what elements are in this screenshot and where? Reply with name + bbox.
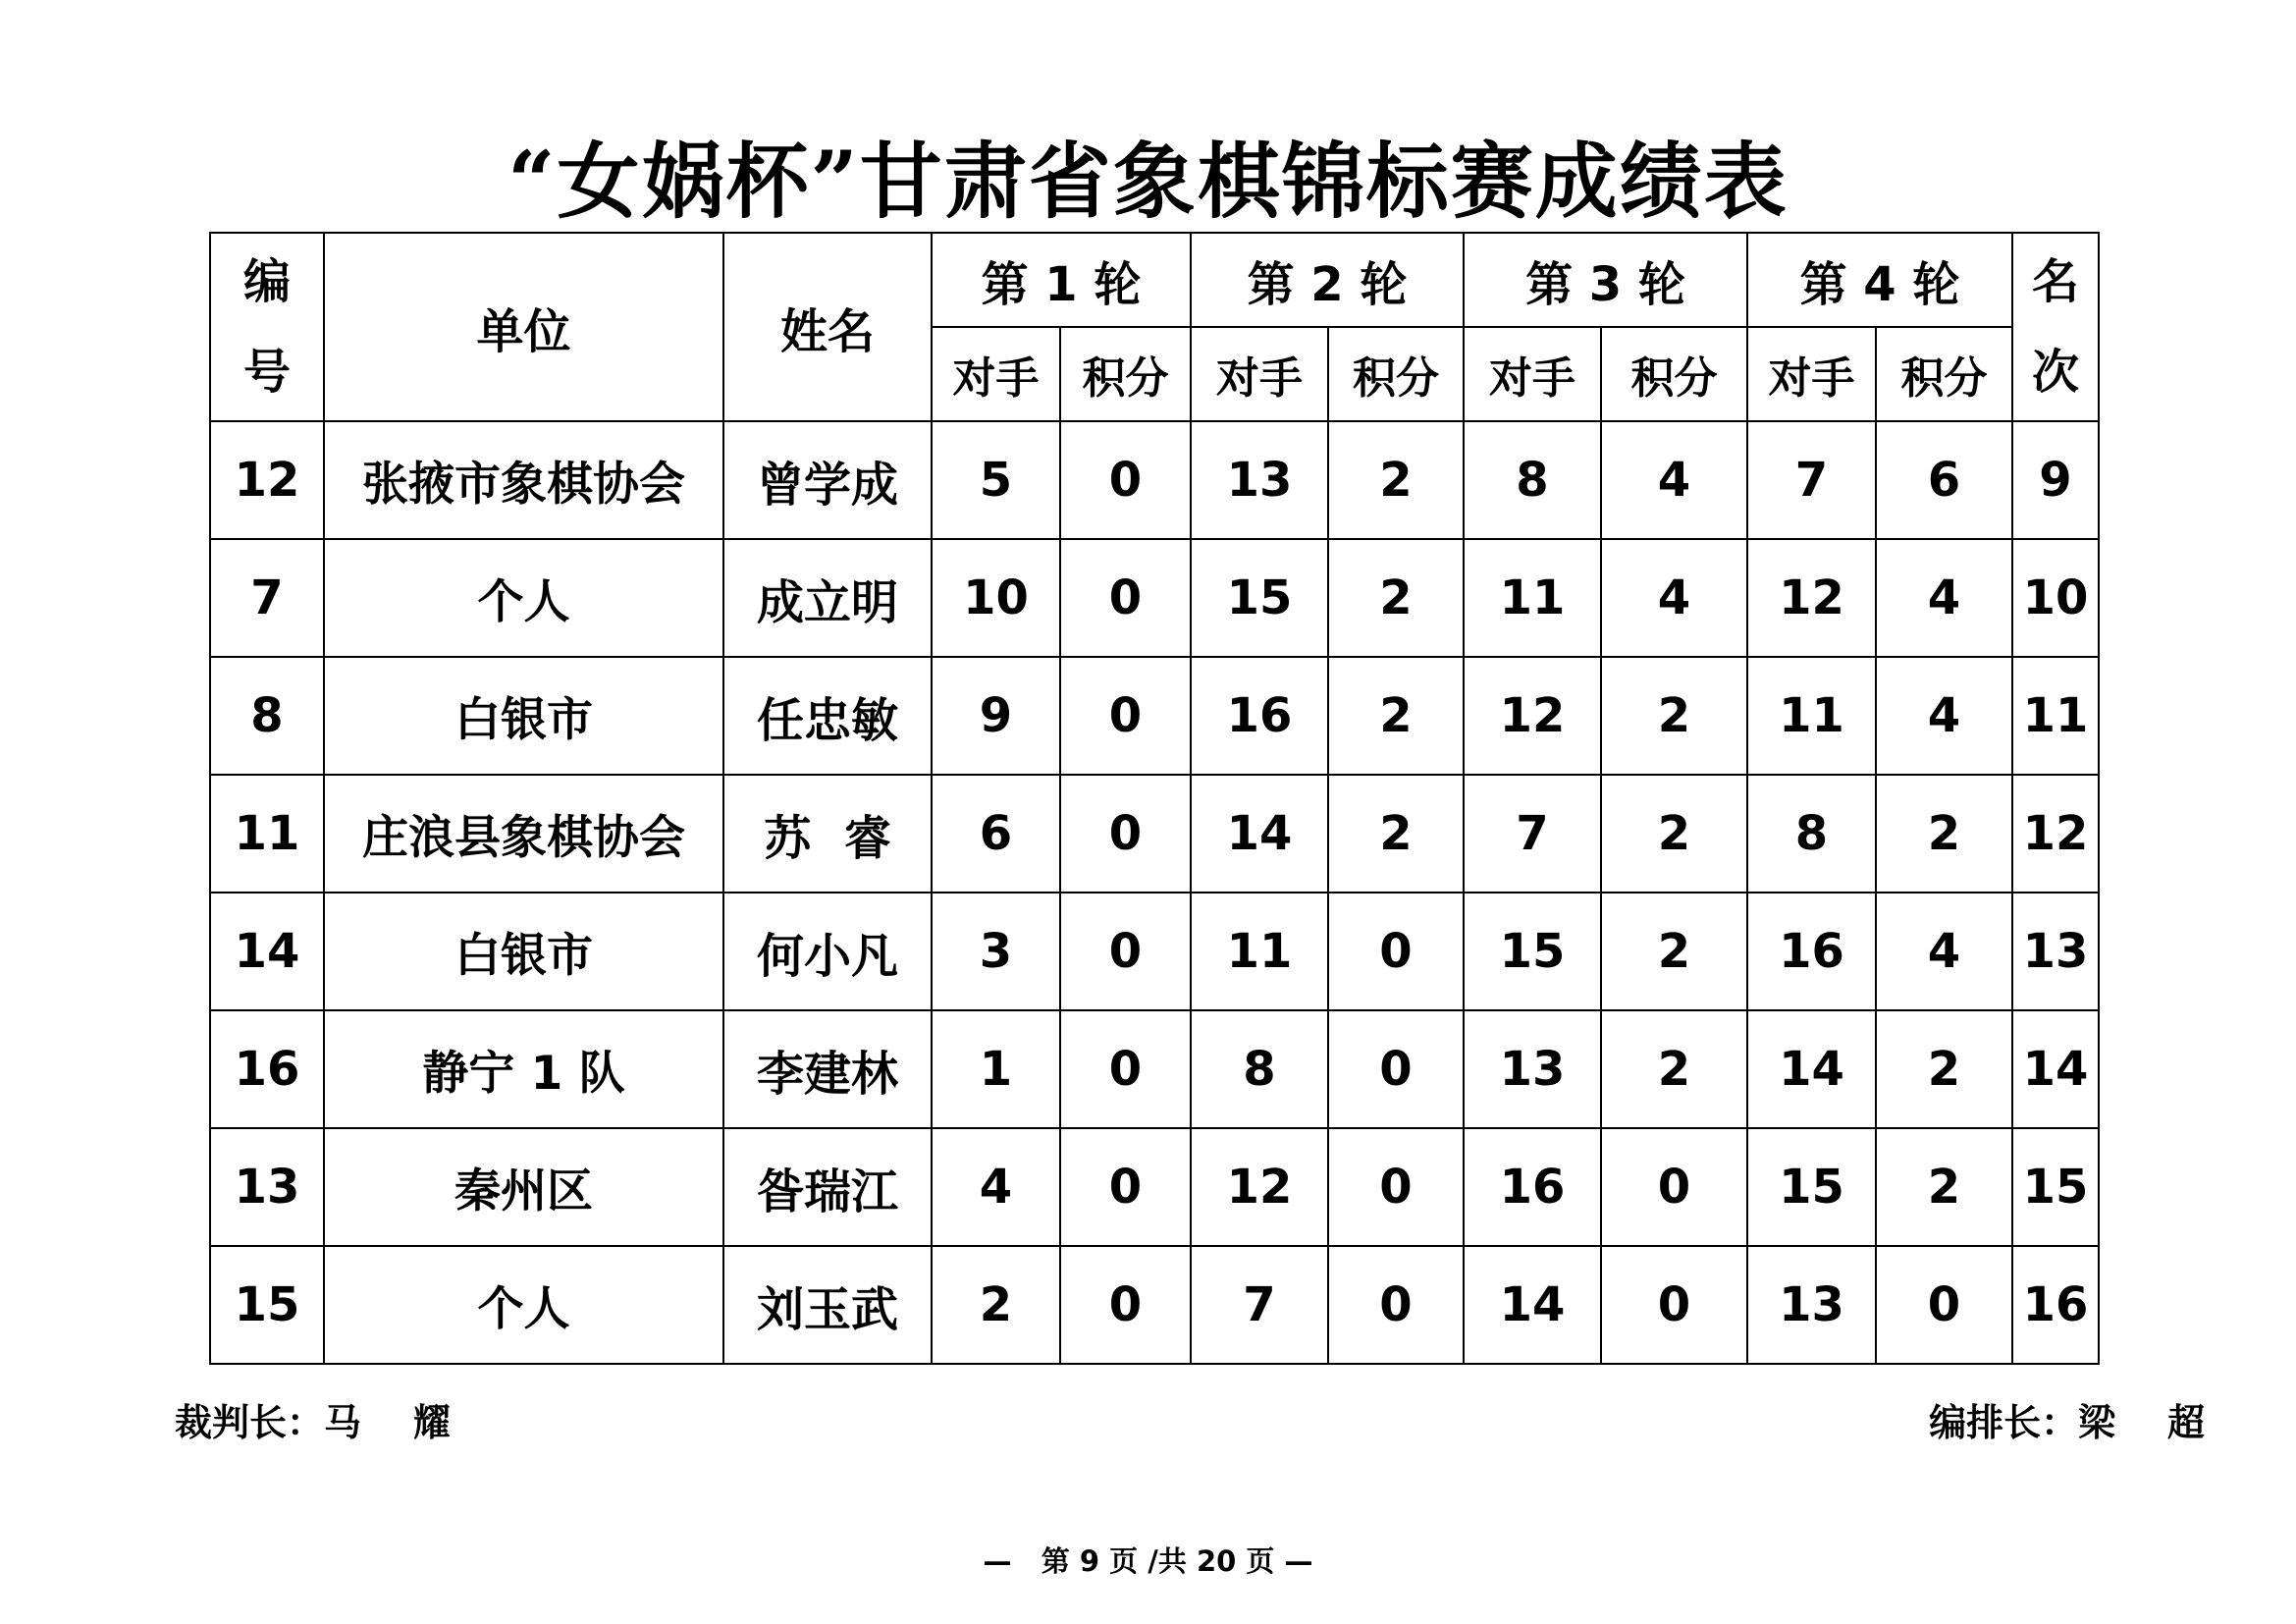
header-unit: 单位: [324, 233, 723, 421]
cell-round-4-opponent: 7: [1747, 421, 1876, 539]
cell-round-2-opponent: 15: [1191, 539, 1328, 657]
cell-round-3-opponent: 13: [1464, 1010, 1601, 1128]
cell-id: 15: [210, 1246, 324, 1364]
cell-round-4-score: 2: [1876, 775, 2012, 893]
cell-round-2-opponent: 16: [1191, 657, 1328, 775]
cell-round-2-score: 0: [1328, 1246, 1464, 1364]
header-opponent: 对手: [1191, 327, 1328, 421]
header-id: [210, 233, 324, 421]
cell-round-4-score: 4: [1876, 657, 2012, 775]
cell-round-4-opponent: 12: [1747, 539, 1876, 657]
cell-id: 8: [210, 657, 324, 775]
cell-round-3-opponent: 11: [1464, 539, 1601, 657]
page-number: — 第 9 页 /共 20 页 —: [983, 1544, 1313, 1578]
cell-round-2-opponent: 11: [1191, 893, 1328, 1010]
table-row: [210, 421, 2099, 539]
header-round-3: 第 3 轮: [1464, 233, 1747, 327]
cell-round-3-opponent: 12: [1464, 657, 1601, 775]
cell-name: 苏 睿: [723, 775, 932, 893]
cell-unit: 白银市: [324, 893, 723, 1010]
chief-referee: 裁判长：马 耀: [175, 1401, 451, 1444]
cell-name: 刘玉武: [723, 1246, 932, 1364]
cell-round-1-opponent: 9: [932, 657, 1060, 775]
header-round-2: 第 2 轮: [1191, 233, 1464, 327]
cell-round-4-score: 4: [1876, 893, 2012, 1010]
header-score: 积分: [1876, 327, 2012, 421]
results-table: [209, 232, 2100, 1365]
cell-round-2-score: 0: [1328, 1128, 1464, 1246]
cell-round-1-opponent: 1: [932, 1010, 1060, 1128]
cell-unit: 个人: [324, 539, 723, 657]
cell-round-1-score: 0: [1060, 1246, 1191, 1364]
cell-name: 昝瑞江: [723, 1128, 932, 1246]
table-row: [210, 657, 2099, 775]
cell-round-2-score: 2: [1328, 775, 1464, 893]
cell-round-2-score: 2: [1328, 657, 1464, 775]
cell-id: 16: [210, 1010, 324, 1128]
cell-round-4-opponent: 8: [1747, 775, 1876, 893]
cell-name: 何小凡: [723, 893, 932, 1010]
cell-round-1-score: 0: [1060, 893, 1191, 1010]
cell-round-2-score: 0: [1328, 893, 1464, 1010]
cell-name: 任忠敏: [723, 657, 932, 775]
cell-round-4-opponent: 14: [1747, 1010, 1876, 1128]
header-round-1: 第 1 轮: [932, 233, 1191, 327]
header-opponent: 对手: [1747, 327, 1876, 421]
header-score: 积分: [1328, 327, 1464, 421]
cell-rank: 16: [2012, 1246, 2099, 1364]
chief-arbiter: 编排长：梁 超: [1929, 1401, 2205, 1444]
cell-round-1-opponent: 3: [932, 893, 1060, 1010]
table-row: [210, 539, 2099, 657]
cell-unit: 秦州区: [324, 1128, 723, 1246]
header-name: 姓名: [723, 233, 932, 421]
cell-id: 7: [210, 539, 324, 657]
cell-round-3-score: 2: [1601, 775, 1747, 893]
cell-round-2-score: 2: [1328, 421, 1464, 539]
cell-round-4-score: 4: [1876, 539, 2012, 657]
cell-round-4-score: 0: [1876, 1246, 2012, 1364]
cell-round-3-score: 2: [1601, 1010, 1747, 1128]
cell-round-4-opponent: 13: [1747, 1246, 1876, 1364]
cell-round-1-opponent: 10: [932, 539, 1060, 657]
header-rank: [2012, 233, 2099, 421]
cell-round-2-opponent: 13: [1191, 421, 1328, 539]
cell-round-3-score: 2: [1601, 893, 1747, 1010]
cell-name: 曾学成: [723, 421, 932, 539]
cell-rank: 13: [2012, 893, 2099, 1010]
cell-round-2-score: 0: [1328, 1010, 1464, 1128]
table-row: [210, 1010, 2099, 1128]
cell-round-1-score: 0: [1060, 1128, 1191, 1246]
cell-rank: 9: [2012, 421, 2099, 539]
header-round-4: 第 4 轮: [1747, 233, 2012, 327]
header-id-top: 编: [242, 254, 291, 309]
cell-unit: 张掖市象棋协会: [324, 421, 723, 539]
header-opponent: 对手: [932, 327, 1060, 421]
cell-name: 李建林: [723, 1010, 932, 1128]
header-score: 积分: [1601, 327, 1747, 421]
table-row: [210, 775, 2099, 893]
cell-unit: 白银市: [324, 657, 723, 775]
cell-round-3-opponent: 7: [1464, 775, 1601, 893]
cell-round-4-score: 2: [1876, 1128, 2012, 1246]
cell-round-3-score: 4: [1601, 421, 1747, 539]
cell-round-3-score: 0: [1601, 1246, 1747, 1364]
cell-round-1-opponent: 2: [932, 1246, 1060, 1364]
cell-round-4-opponent: 11: [1747, 657, 1876, 775]
header-rank-top: 名: [2031, 254, 2079, 309]
cell-round-2-opponent: 12: [1191, 1128, 1328, 1246]
cell-round-3-opponent: 16: [1464, 1128, 1601, 1246]
cell-round-2-score: 2: [1328, 539, 1464, 657]
header-opponent: 对手: [1464, 327, 1601, 421]
cell-round-4-opponent: 16: [1747, 893, 1876, 1010]
cell-round-4-score: 2: [1876, 1010, 2012, 1128]
cell-round-1-score: 0: [1060, 657, 1191, 775]
cell-round-3-opponent: 8: [1464, 421, 1601, 539]
cell-round-1-opponent: 4: [932, 1128, 1060, 1246]
cell-round-1-score: 0: [1060, 539, 1191, 657]
table-body: [210, 421, 2099, 1364]
cell-round-3-opponent: 15: [1464, 893, 1601, 1010]
cell-name: 成立明: [723, 539, 932, 657]
cell-id: 13: [210, 1128, 324, 1246]
table-row: [210, 893, 2099, 1010]
cell-id: 11: [210, 775, 324, 893]
cell-round-4-opponent: 15: [1747, 1128, 1876, 1246]
cell-round-1-score: 0: [1060, 1010, 1191, 1128]
cell-round-1-score: 0: [1060, 775, 1191, 893]
header-id-bottom: 号: [242, 345, 291, 400]
cell-unit: 静宁 1 队: [324, 1010, 723, 1128]
cell-round-2-opponent: 7: [1191, 1246, 1328, 1364]
cell-round-3-score: 2: [1601, 657, 1747, 775]
cell-id: 12: [210, 421, 324, 539]
cell-round-3-score: 0: [1601, 1128, 1747, 1246]
cell-rank: 15: [2012, 1128, 2099, 1246]
table-row: [210, 1128, 2099, 1246]
cell-round-1-opponent: 5: [932, 421, 1060, 539]
cell-id: 14: [210, 893, 324, 1010]
cell-rank: 11: [2012, 657, 2099, 775]
cell-round-2-opponent: 14: [1191, 775, 1328, 893]
cell-round-3-score: 4: [1601, 539, 1747, 657]
cell-unit: 个人: [324, 1246, 723, 1364]
cell-round-3-opponent: 14: [1464, 1246, 1601, 1364]
cell-rank: 12: [2012, 775, 2099, 893]
table-row: [210, 1246, 2099, 1364]
cell-rank: 14: [2012, 1010, 2099, 1128]
cell-round-1-score: 0: [1060, 421, 1191, 539]
cell-unit: 庄浪县象棋协会: [324, 775, 723, 893]
cell-rank: 10: [2012, 539, 2099, 657]
document-title: “女娲杯”甘肃省象棋锦标赛成绩表: [507, 133, 1789, 230]
header-rank-bottom: 次: [2031, 345, 2079, 400]
cell-round-2-opponent: 8: [1191, 1010, 1328, 1128]
cell-round-1-opponent: 6: [932, 775, 1060, 893]
cell-round-4-score: 6: [1876, 421, 2012, 539]
header-score: 积分: [1060, 327, 1191, 421]
